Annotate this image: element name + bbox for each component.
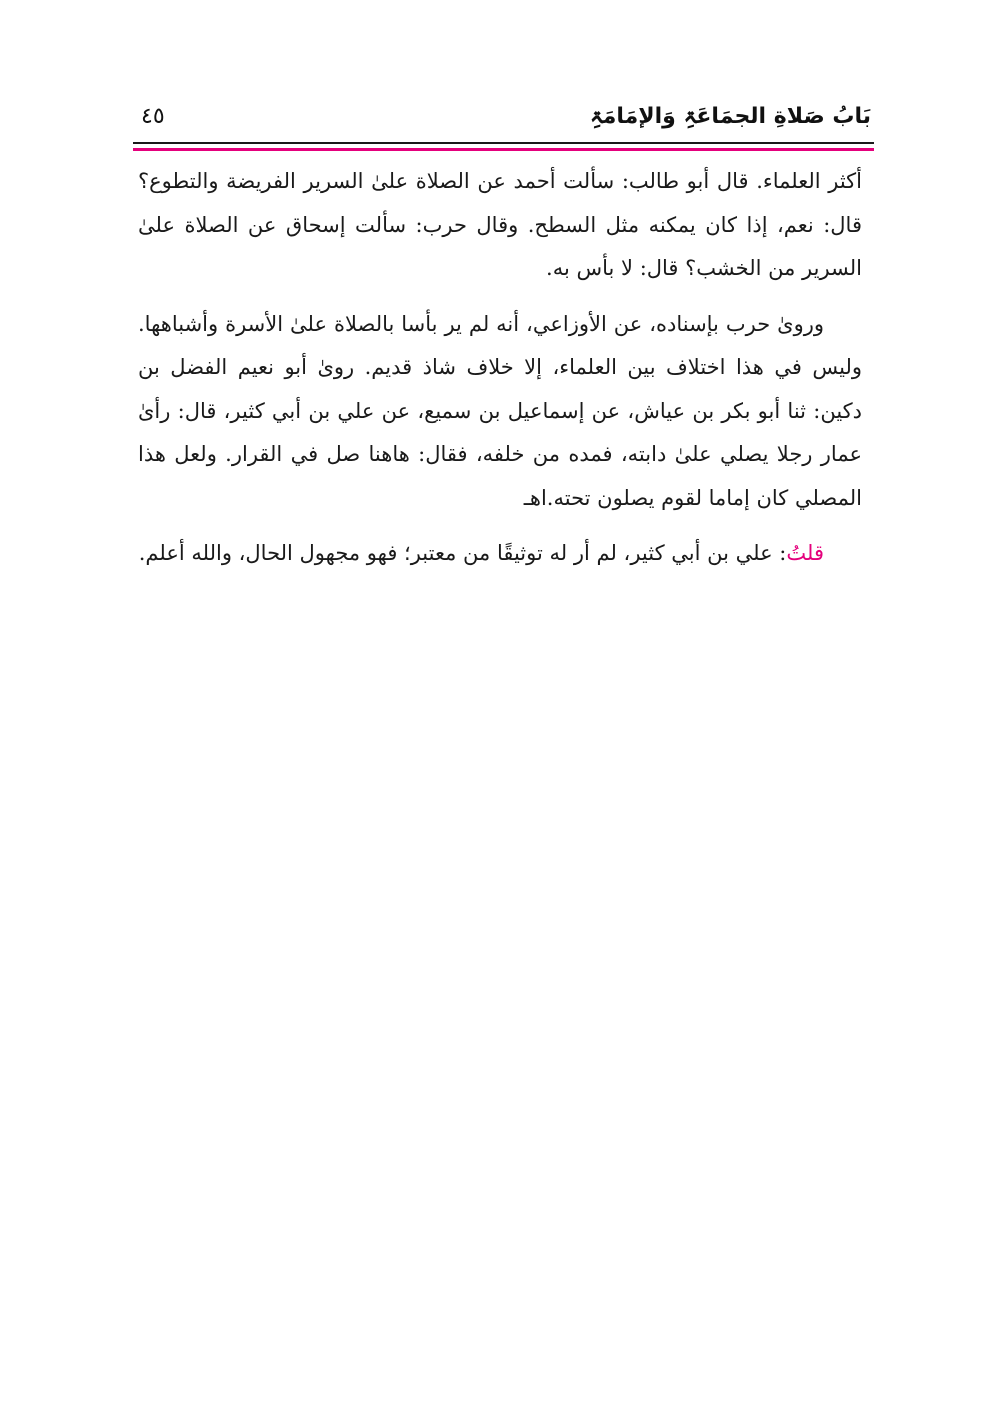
page-header — [133, 104, 871, 138]
page-number: ٤٥ — [141, 104, 165, 129]
remark-paragraph — [138, 532, 862, 576]
page-body — [138, 160, 862, 576]
paragraph-2: وروىٰ حرب بإسناده، عن الأوزاعي، أنه لم ير بأسا بالصلاة علىٰ الأسرة وأشباهها. وليس في هذا اختلاف بين العلماء، إلا خلاف شاذ قديم. روىٰ أبو نعيم الفضل بن دكين: ثنا أبو بكر بن عياش، عن إسماعيل بن سميع، عن علي بن أبي كثير، قال: رأىٰ عمار رجلا يصلي علىٰ دابته، فمده من خلفه، فقال: هاهنا صل في القرار. ولعل هذا المصلي كان إماما لقوم يصلون تحته.اهـ — [138, 311, 862, 510]
header-rule-black — [133, 142, 874, 144]
header-rule-pink — [133, 148, 874, 151]
paragraph-1: أكثر العلماء. قال أبو طالب: سألت أحمد عن الصلاة علىٰ السرير الفريضة والتطوع؟ قال: نعم، إذا كان يمكنه مثل السطح. وقال حرب: سألت إسحاق عن الصلاة علىٰ السرير من الخشب؟ قال: لا بأس به. — [138, 169, 862, 280]
chapter-title: بَابُ صَلاةِ الجمَاعَۃِ وَالإمَامَۃِ — [589, 104, 871, 129]
remark-label: قلتُ — [786, 541, 824, 565]
remark-text: : علي بن أبي كثير، لم أر له توثيقًا من معتبر؛ فهو مجهول الحال، والله أعلم. — [138, 541, 787, 565]
